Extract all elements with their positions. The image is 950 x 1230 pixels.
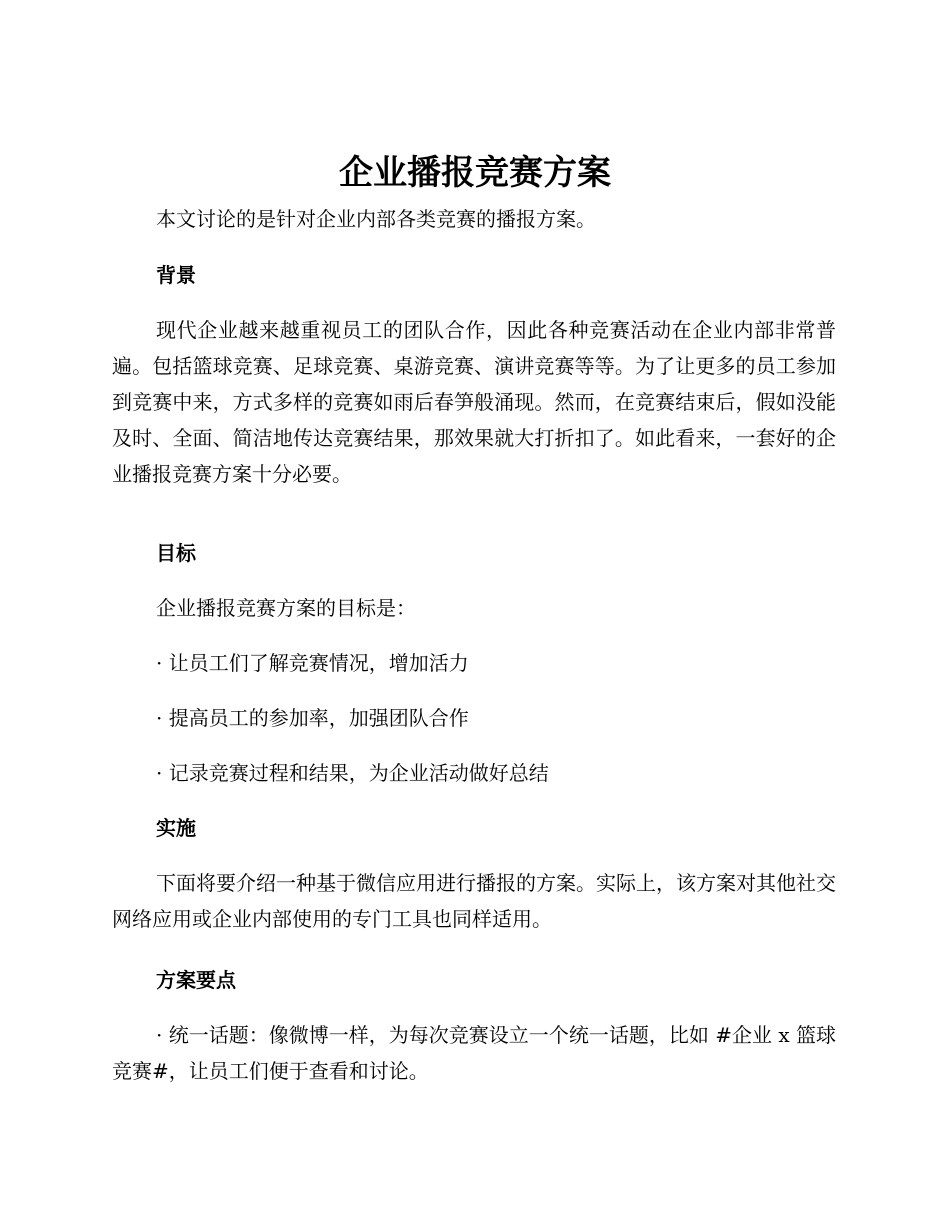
background-paragraph: 现代企业越来越重视员工的团队合作，因此各种竞赛活动在企业内部非常普遍。包括篮球竞赛、足球竞赛、桌游竞赛、演讲竞赛等等。为了让更多的员工参加到竞赛中来，方式多样的竞赛如雨后春笋般涌现。然而，在竞赛结束后，假如没能及时、全面、简洁地传达竞赛结果，那效果就大打折扣了。如此看来，一套好的企业播报竞赛方案十分必要。 — [112, 318, 836, 486]
section-heading-implementation: 实施 — [156, 816, 196, 840]
goal-item: · 提高员工的参加率，加强团队合作 — [156, 706, 469, 730]
section-heading-background: 背景 — [156, 263, 196, 287]
section-heading-key-points: 方案要点 — [156, 968, 236, 992]
section-heading-goals: 目标 — [156, 541, 196, 565]
key-point-item: · 统一话题：像微博一样，为每次竞赛设立一个统一话题，比如 #企业 x 篮球竞赛#，让员工们便于查看和讨论。 — [112, 1023, 836, 1083]
implementation-paragraph: 下面将要介绍一种基于微信应用进行播报的方案。实际上，该方案对其他社交网络应用或企业内部使用的专门工具也同样适用。 — [112, 871, 836, 931]
intro-paragraph: 本文讨论的是针对企业内部各类竞赛的播报方案。 — [156, 207, 596, 231]
goal-item: · 让员工们了解竞赛情况，增加活力 — [156, 651, 469, 675]
document-title: 企业播报竞赛方案 — [339, 153, 611, 193]
goals-lead: 企业播报竞赛方案的目标是： — [156, 596, 416, 620]
goal-item: · 记录竞赛过程和结果，为企业活动做好总结 — [156, 761, 549, 785]
